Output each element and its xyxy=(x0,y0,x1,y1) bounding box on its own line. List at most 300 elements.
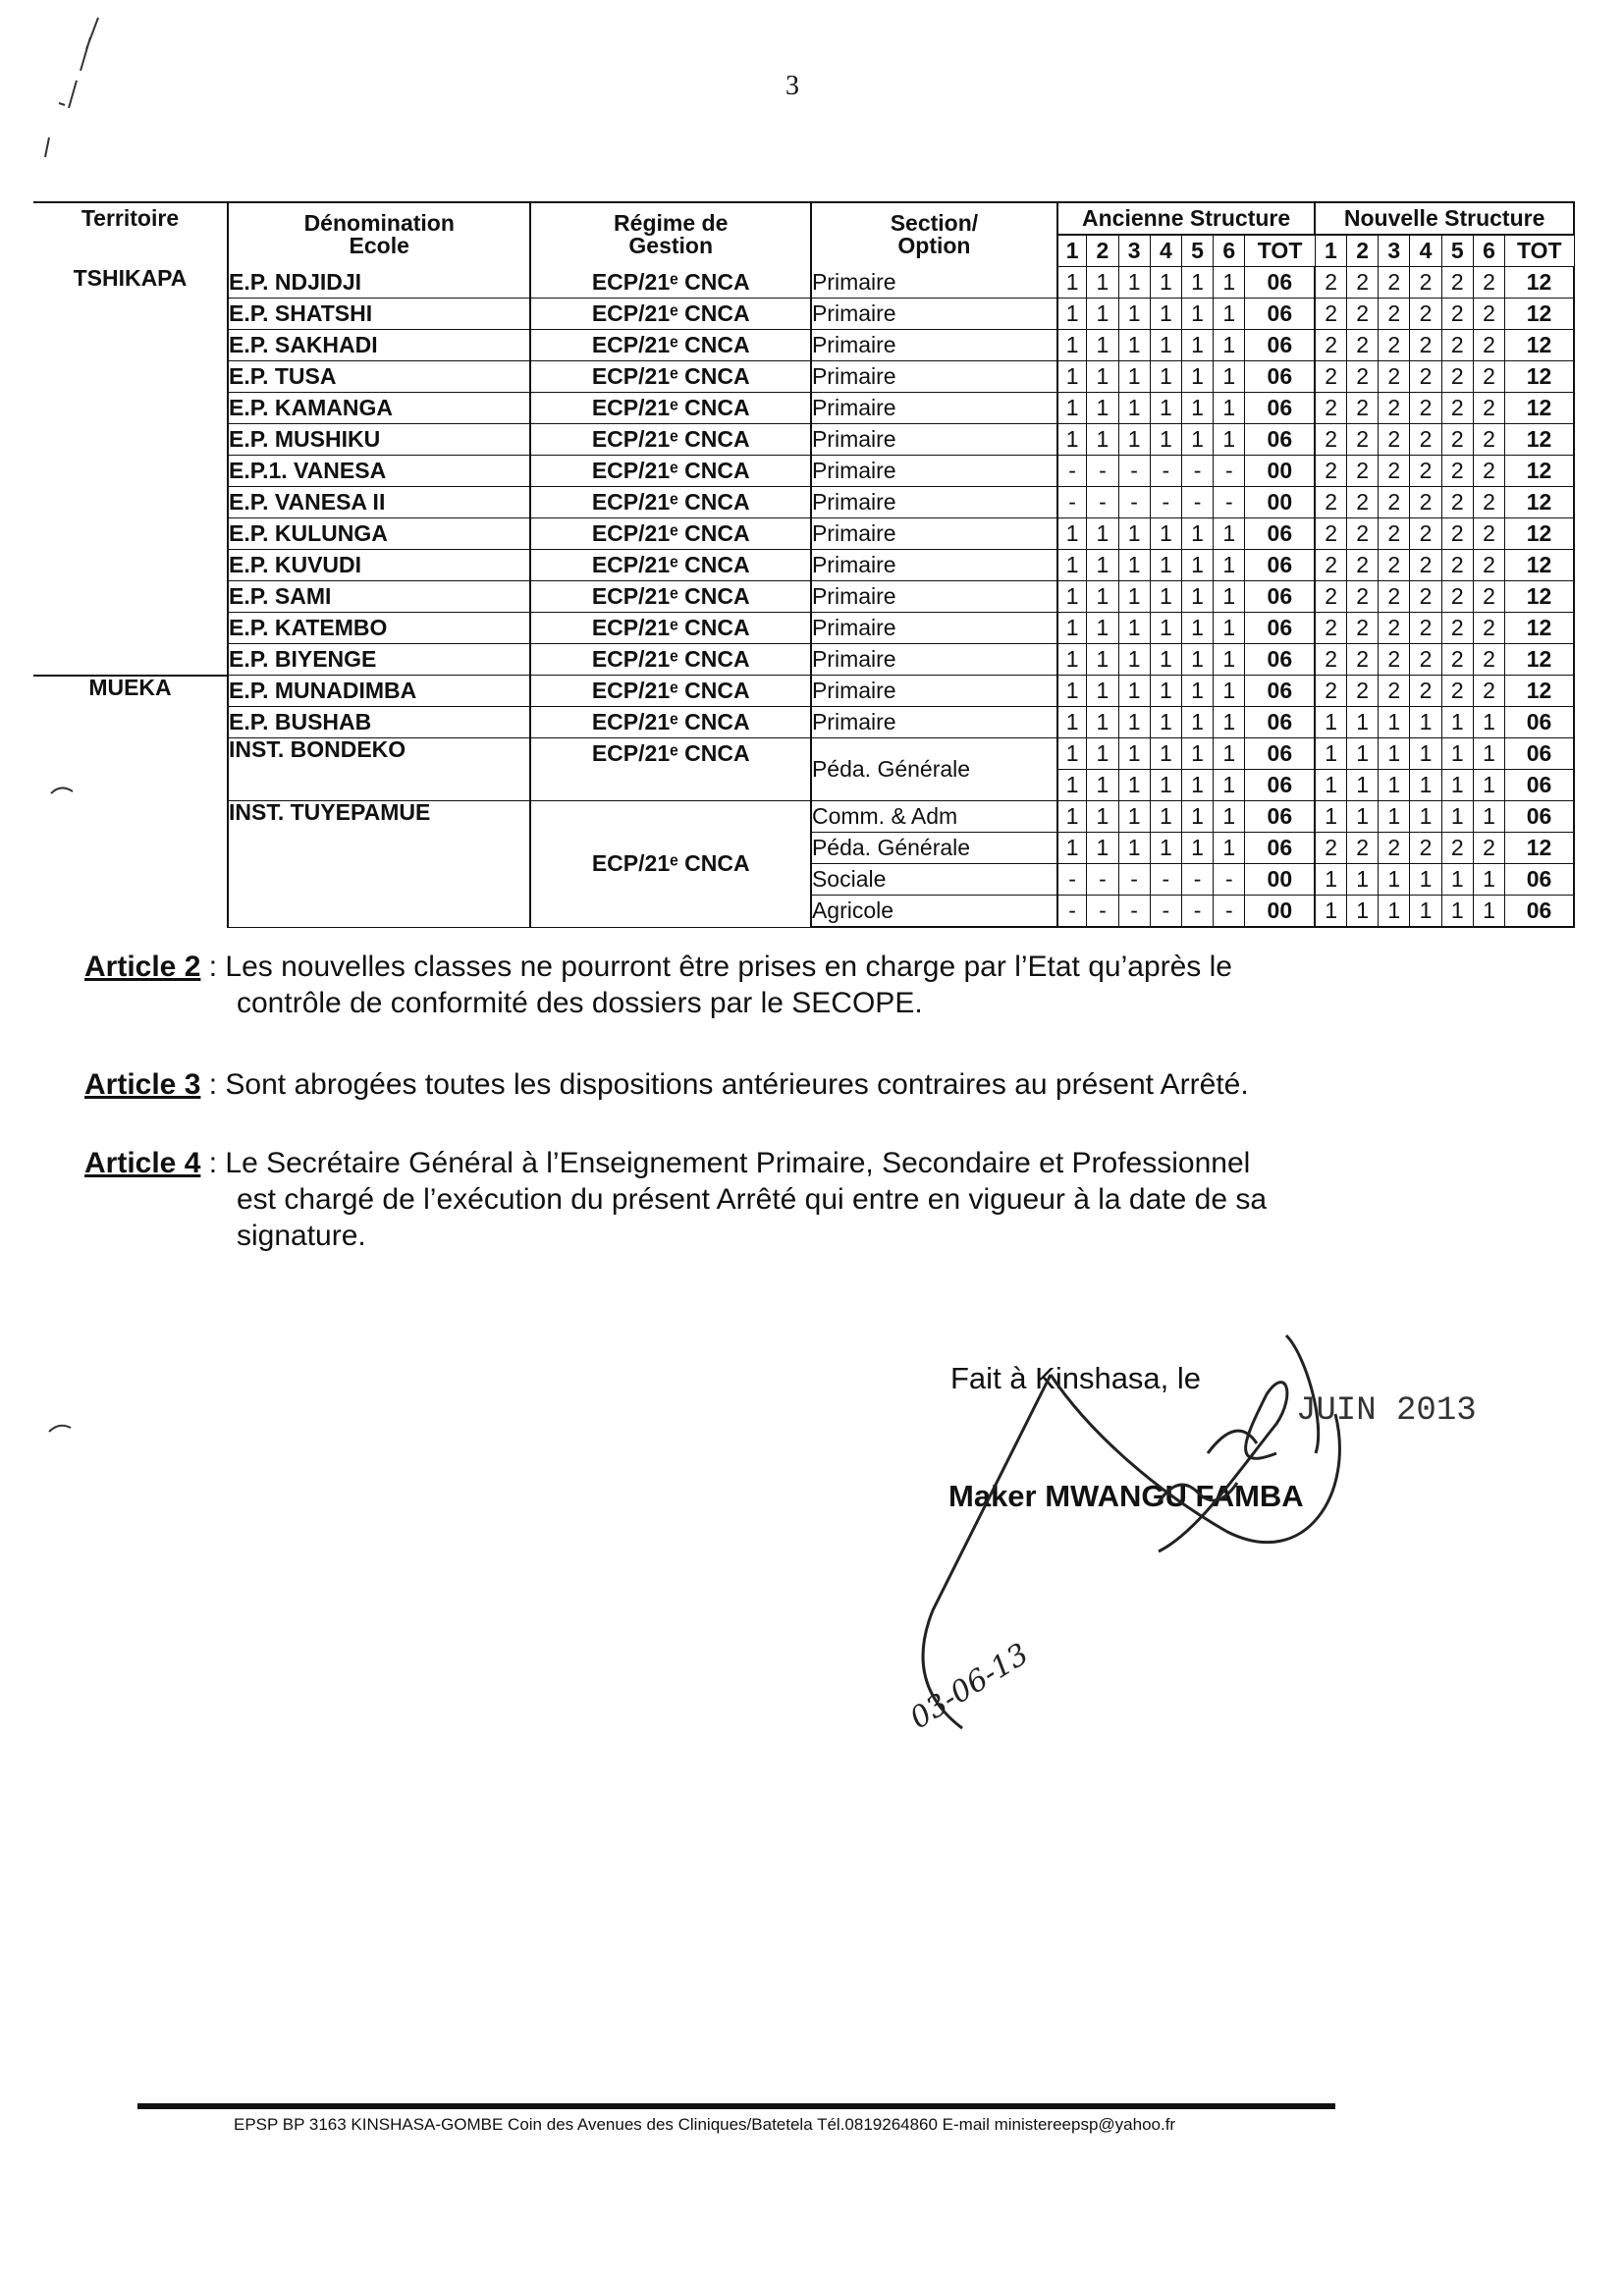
nouvelle-class-cell: 1 xyxy=(1441,864,1473,896)
section-cell: Sociale xyxy=(811,864,1057,896)
ancienne-class-cell: 1 xyxy=(1181,550,1213,581)
regime-cell: ECP/21ᵉ CNCA xyxy=(530,676,810,707)
nouvelle-class-cell: 1 xyxy=(1346,896,1378,928)
nouvelle-class-cell: 1 xyxy=(1379,738,1410,770)
nouvelle-class-cell: 2 xyxy=(1315,393,1346,424)
ancienne-total-cell: 00 xyxy=(1245,456,1315,487)
ancienne-class-cell: 1 xyxy=(1057,676,1087,707)
nouvelle-class-cell: 2 xyxy=(1346,487,1378,518)
nouvelle-class-cell: 2 xyxy=(1473,581,1504,613)
ancienne-class-cell: 1 xyxy=(1118,518,1150,550)
nouvelle-total-cell: 12 xyxy=(1505,393,1574,424)
article-4-label: Article 4 xyxy=(84,1147,201,1179)
header-sub: 1 xyxy=(1057,235,1087,267)
nouvelle-class-cell: 1 xyxy=(1346,770,1378,801)
nouvelle-class-cell: 2 xyxy=(1473,644,1504,676)
nouvelle-class-cell: 2 xyxy=(1315,833,1346,864)
nouvelle-total-cell: 12 xyxy=(1505,330,1574,361)
ancienne-class-cell: 1 xyxy=(1087,613,1118,644)
ancienne-class-cell: 1 xyxy=(1214,330,1245,361)
article-3-label: Article 3 xyxy=(84,1068,201,1101)
ancienne-class-cell: 1 xyxy=(1214,518,1245,550)
ancienne-class-cell: 1 xyxy=(1087,707,1118,738)
nouvelle-class-cell: 1 xyxy=(1473,801,1504,833)
regime-cell: ECP/21ᵉ CNCA xyxy=(530,267,810,299)
nouvelle-class-cell: 2 xyxy=(1346,613,1378,644)
ancienne-total-cell: 00 xyxy=(1245,896,1315,928)
nouvelle-class-cell: 2 xyxy=(1410,330,1441,361)
nouvelle-class-cell: 2 xyxy=(1346,518,1378,550)
ancienne-class-cell: - xyxy=(1087,456,1118,487)
nouvelle-class-cell: 1 xyxy=(1346,738,1378,770)
header-sub: 1 xyxy=(1315,235,1346,267)
ancienne-class-cell: 1 xyxy=(1118,361,1150,393)
nouvelle-class-cell: 2 xyxy=(1410,550,1441,581)
nouvelle-class-cell: 2 xyxy=(1473,393,1504,424)
header-sub: 2 xyxy=(1346,235,1378,267)
nouvelle-class-cell: 2 xyxy=(1441,299,1473,330)
nouvelle-total-cell: 12 xyxy=(1505,267,1574,299)
ancienne-class-cell: 1 xyxy=(1057,581,1087,613)
ancienne-class-cell: 1 xyxy=(1214,581,1245,613)
nouvelle-class-cell: 1 xyxy=(1473,770,1504,801)
header-sub: 5 xyxy=(1181,235,1213,267)
ancienne-class-cell: 1 xyxy=(1087,581,1118,613)
nouvelle-total-cell: 12 xyxy=(1505,518,1574,550)
nouvelle-class-cell: 2 xyxy=(1473,424,1504,456)
table-row xyxy=(33,644,1574,676)
school-name: E.P. MUSHIKU xyxy=(228,424,531,456)
page-number: 3 xyxy=(785,71,799,101)
margin-tick-mark xyxy=(49,1426,71,1432)
nouvelle-class-cell: 2 xyxy=(1315,424,1346,456)
nouvelle-total-cell: 12 xyxy=(1505,581,1574,613)
ancienne-class-cell: 1 xyxy=(1181,676,1213,707)
signature-place: Fait à Kinshasa, le xyxy=(950,1361,1202,1395)
regime-cell: ECP/21ᵉ CNCA xyxy=(530,738,810,801)
ancienne-class-cell: 1 xyxy=(1087,676,1118,707)
ancienne-class-cell: 1 xyxy=(1181,581,1213,613)
ancienne-total-cell: 06 xyxy=(1245,330,1315,361)
signature-date-stamp: JUIN 2013 xyxy=(1296,1392,1477,1430)
table-row xyxy=(33,581,1574,613)
ancienne-class-cell: - xyxy=(1214,487,1245,518)
nouvelle-class-cell: 2 xyxy=(1473,267,1504,299)
regime-cell: ECP/21ᵉ CNCA xyxy=(530,644,810,676)
nouvelle-class-cell: 2 xyxy=(1346,299,1378,330)
nouvelle-class-cell: 2 xyxy=(1346,456,1378,487)
nouvelle-class-cell: 2 xyxy=(1473,613,1504,644)
nouvelle-class-cell: 1 xyxy=(1441,770,1473,801)
corner-pen-mark xyxy=(45,18,98,157)
ancienne-class-cell: 1 xyxy=(1150,550,1181,581)
ancienne-class-cell: 1 xyxy=(1118,424,1150,456)
regime-cell: ECP/21ᵉ CNCA xyxy=(530,518,810,550)
nouvelle-class-cell: 2 xyxy=(1441,267,1473,299)
nouvelle-class-cell: 1 xyxy=(1441,801,1473,833)
footer-rule xyxy=(137,2103,1335,2109)
section-cell: Primaire xyxy=(811,330,1057,361)
nouvelle-class-cell: 1 xyxy=(1473,738,1504,770)
nouvelle-class-cell: 2 xyxy=(1379,833,1410,864)
nouvelle-class-cell: 2 xyxy=(1473,550,1504,581)
article-4-text-cont: est chargé de l’exécution du présent Arrêté qui entre en vigueur à la date de sa signature. xyxy=(237,1183,1268,1252)
ancienne-class-cell: 1 xyxy=(1214,738,1245,770)
nouvelle-class-cell: 2 xyxy=(1473,330,1504,361)
regime-cell: ECP/21ᵉ CNCA xyxy=(530,581,810,613)
ancienne-class-cell: - xyxy=(1057,864,1087,896)
ancienne-total-cell: 06 xyxy=(1245,613,1315,644)
nouvelle-class-cell: 1 xyxy=(1441,707,1473,738)
nouvelle-total-cell: 06 xyxy=(1505,801,1574,833)
nouvelle-class-cell: 2 xyxy=(1346,581,1378,613)
table-body xyxy=(33,264,1574,928)
ancienne-class-cell: 1 xyxy=(1118,833,1150,864)
nouvelle-class-cell: 1 xyxy=(1410,738,1441,770)
ancienne-class-cell: - xyxy=(1118,896,1150,928)
section-cell: Primaire xyxy=(811,299,1057,330)
ancienne-class-cell: 1 xyxy=(1057,550,1087,581)
nouvelle-class-cell: 2 xyxy=(1346,361,1378,393)
regime-cell: ECP/21ᵉ CNCA xyxy=(530,330,810,361)
school-name: E.P. SAMI xyxy=(228,581,531,613)
header-sub: 5 xyxy=(1441,235,1473,267)
ancienne-class-cell: - xyxy=(1181,456,1213,487)
ancienne-class-cell: 1 xyxy=(1214,361,1245,393)
nouvelle-class-cell: 2 xyxy=(1346,393,1378,424)
header-ancienne-structure: Ancienne Structure xyxy=(1057,202,1315,235)
nouvelle-class-cell: 2 xyxy=(1441,330,1473,361)
nouvelle-class-cell: 1 xyxy=(1379,896,1410,928)
ancienne-class-cell: 1 xyxy=(1087,393,1118,424)
article-3-text: Sont abrogées toutes les dispositions antérieures contraires au présent Arrêté. xyxy=(225,1068,1249,1101)
ancienne-class-cell: 1 xyxy=(1057,299,1087,330)
nouvelle-class-cell: 2 xyxy=(1379,424,1410,456)
school-name: E.P. MUNADIMBA xyxy=(228,676,531,707)
table-row xyxy=(33,456,1574,487)
table-row xyxy=(33,738,1574,770)
regime-cell: ECP/21ᵉ CNCA xyxy=(530,550,810,581)
header-territoire: Territoire xyxy=(33,202,228,267)
school-name: E.P. NDJIDJI xyxy=(228,267,531,299)
nouvelle-class-cell: 1 xyxy=(1379,707,1410,738)
header-sub: 6 xyxy=(1473,235,1504,267)
section-cell: Primaire xyxy=(811,487,1057,518)
nouvelle-total-cell: 06 xyxy=(1505,770,1574,801)
ancienne-class-cell: 1 xyxy=(1150,361,1181,393)
regime-cell: ECP/21ᵉ CNCA xyxy=(530,487,810,518)
ancienne-class-cell: 1 xyxy=(1118,581,1150,613)
nouvelle-class-cell: 1 xyxy=(1315,770,1346,801)
ancienne-class-cell: 1 xyxy=(1214,644,1245,676)
nouvelle-class-cell: 2 xyxy=(1441,518,1473,550)
footer-address: EPSP BP 3163 KINSHASA-GOMBE Coin des Avenues des Cliniques/Batetela Tél.0819264860 E-mail ministereepsp@yahoo.fr xyxy=(234,2115,1176,2134)
nouvelle-class-cell: 2 xyxy=(1315,644,1346,676)
nouvelle-total-cell: 12 xyxy=(1505,424,1574,456)
school-name: E.P. TUSA xyxy=(228,361,531,393)
school-name: E.P.1. VANESA xyxy=(228,456,531,487)
nouvelle-total-cell: 12 xyxy=(1505,550,1574,581)
nouvelle-class-cell: 1 xyxy=(1379,864,1410,896)
ancienne-class-cell: 1 xyxy=(1118,299,1150,330)
nouvelle-class-cell: 2 xyxy=(1441,676,1473,707)
ancienne-total-cell: 00 xyxy=(1245,487,1315,518)
ancienne-class-cell: 1 xyxy=(1181,770,1213,801)
header-regime: Régime de Gestion xyxy=(530,202,810,267)
ancienne-class-cell: - xyxy=(1057,896,1087,928)
school-name: E.P. KULUNGA xyxy=(228,518,531,550)
nouvelle-class-cell: 2 xyxy=(1315,456,1346,487)
table-row xyxy=(33,424,1574,456)
ancienne-total-cell: 06 xyxy=(1245,707,1315,738)
ancienne-class-cell: 1 xyxy=(1214,299,1245,330)
nouvelle-class-cell: 2 xyxy=(1346,676,1378,707)
nouvelle-class-cell: 2 xyxy=(1379,330,1410,361)
ancienne-class-cell: 1 xyxy=(1181,518,1213,550)
ancienne-class-cell: 1 xyxy=(1087,518,1118,550)
nouvelle-class-cell: 2 xyxy=(1441,424,1473,456)
nouvelle-class-cell: 1 xyxy=(1315,864,1346,896)
nouvelle-class-cell: 2 xyxy=(1441,361,1473,393)
nouvelle-class-cell: 2 xyxy=(1315,487,1346,518)
header-section: Section/ Option xyxy=(811,202,1057,267)
nouvelle-class-cell: 2 xyxy=(1346,550,1378,581)
nouvelle-class-cell: 2 xyxy=(1379,676,1410,707)
section-cell: Primaire xyxy=(811,456,1057,487)
nouvelle-class-cell: 2 xyxy=(1379,487,1410,518)
ancienne-class-cell: 1 xyxy=(1214,550,1245,581)
ancienne-class-cell: 1 xyxy=(1057,393,1087,424)
ancienne-class-cell: 1 xyxy=(1057,770,1087,801)
ancienne-class-cell: - xyxy=(1181,864,1213,896)
nouvelle-class-cell: 1 xyxy=(1473,707,1504,738)
ancienne-class-cell: 1 xyxy=(1181,833,1213,864)
table-row xyxy=(33,801,1574,833)
nouvelle-class-cell: 2 xyxy=(1441,581,1473,613)
ancienne-class-cell: 1 xyxy=(1118,267,1150,299)
header-sub-tot: TOT xyxy=(1505,235,1574,267)
nouvelle-class-cell: 1 xyxy=(1346,707,1378,738)
nouvelle-class-cell: 2 xyxy=(1346,424,1378,456)
school-name: INST. BONDEKO xyxy=(228,738,531,801)
nouvelle-class-cell: 1 xyxy=(1379,770,1410,801)
ancienne-class-cell: 1 xyxy=(1118,330,1150,361)
nouvelle-class-cell: 1 xyxy=(1410,896,1441,928)
ancienne-class-cell: 1 xyxy=(1087,801,1118,833)
nouvelle-class-cell: 2 xyxy=(1346,833,1378,864)
table-row xyxy=(33,267,1574,299)
ancienne-class-cell: 1 xyxy=(1214,770,1245,801)
signatory-name: Maker MWANGU FAMBA xyxy=(948,1479,1304,1513)
ancienne-class-cell: 1 xyxy=(1150,738,1181,770)
ancienne-class-cell: 1 xyxy=(1150,299,1181,330)
handwritten-date: 03-06-13 xyxy=(903,1636,1035,1737)
nouvelle-class-cell: 2 xyxy=(1379,299,1410,330)
school-name: E.P. KUVUDI xyxy=(228,550,531,581)
ancienne-class-cell: 1 xyxy=(1150,330,1181,361)
ancienne-class-cell: 1 xyxy=(1087,361,1118,393)
ancienne-class-cell: 1 xyxy=(1057,613,1087,644)
ancienne-class-cell: - xyxy=(1118,456,1150,487)
nouvelle-total-cell: 12 xyxy=(1505,833,1574,864)
school-name: E.P. KATEMBO xyxy=(228,613,531,644)
nouvelle-class-cell: 1 xyxy=(1410,707,1441,738)
ancienne-total-cell: 06 xyxy=(1245,833,1315,864)
section-cell: Primaire xyxy=(811,581,1057,613)
table-row xyxy=(33,550,1574,581)
ancienne-total-cell: 06 xyxy=(1245,801,1315,833)
ancienne-class-cell: 1 xyxy=(1150,644,1181,676)
ancienne-class-cell: 1 xyxy=(1214,393,1245,424)
ancienne-class-cell: 1 xyxy=(1214,424,1245,456)
section-cell: Primaire xyxy=(811,267,1057,299)
school-name: E.P. BUSHAB xyxy=(228,707,531,738)
regime-cell: ECP/21ᵉ CNCA xyxy=(530,299,810,330)
ancienne-class-cell: - xyxy=(1057,487,1087,518)
ancienne-class-cell: 1 xyxy=(1181,424,1213,456)
nouvelle-class-cell: 2 xyxy=(1410,424,1441,456)
ancienne-class-cell: 1 xyxy=(1181,738,1213,770)
nouvelle-class-cell: 2 xyxy=(1473,456,1504,487)
nouvelle-class-cell: 2 xyxy=(1410,518,1441,550)
nouvelle-class-cell: 2 xyxy=(1315,361,1346,393)
ancienne-class-cell: 1 xyxy=(1118,644,1150,676)
ancienne-class-cell: 1 xyxy=(1087,738,1118,770)
nouvelle-class-cell: 1 xyxy=(1410,864,1441,896)
ancienne-class-cell: 1 xyxy=(1057,518,1087,550)
nouvelle-class-cell: 1 xyxy=(1346,864,1378,896)
nouvelle-class-cell: 2 xyxy=(1441,550,1473,581)
table-row xyxy=(33,676,1574,707)
school-name: E.P. KAMANGA xyxy=(228,393,531,424)
table-row xyxy=(33,393,1574,424)
nouvelle-class-cell: 2 xyxy=(1410,267,1441,299)
ancienne-class-cell: 1 xyxy=(1087,644,1118,676)
nouvelle-class-cell: 2 xyxy=(1346,330,1378,361)
ancienne-class-cell: - xyxy=(1150,487,1181,518)
nouvelle-class-cell: 1 xyxy=(1473,896,1504,928)
nouvelle-class-cell: 2 xyxy=(1379,581,1410,613)
ancienne-total-cell: 06 xyxy=(1245,393,1315,424)
ancienne-class-cell: - xyxy=(1214,896,1245,928)
ancienne-total-cell: 06 xyxy=(1245,550,1315,581)
ancienne-class-cell: 1 xyxy=(1181,644,1213,676)
nouvelle-class-cell: 1 xyxy=(1379,801,1410,833)
nouvelle-class-cell: 2 xyxy=(1346,267,1378,299)
nouvelle-total-cell: 12 xyxy=(1505,644,1574,676)
table-row xyxy=(33,518,1574,550)
section-cell: Primaire xyxy=(811,518,1057,550)
territoire-cell: TSHIKAPA xyxy=(33,267,228,676)
ancienne-class-cell: 1 xyxy=(1150,801,1181,833)
school-name: INST. TUYEPAMUE xyxy=(228,801,531,928)
nouvelle-class-cell: 1 xyxy=(1315,801,1346,833)
ancienne-total-cell: 06 xyxy=(1245,424,1315,456)
nouvelle-class-cell: 2 xyxy=(1315,550,1346,581)
ancienne-class-cell: - xyxy=(1087,864,1118,896)
ancienne-class-cell: - xyxy=(1181,896,1213,928)
regime-cell: ECP/21ᵉ CNCA xyxy=(530,707,810,738)
ancienne-class-cell: 1 xyxy=(1087,833,1118,864)
ancienne-class-cell: 1 xyxy=(1057,738,1087,770)
nouvelle-class-cell: 2 xyxy=(1473,299,1504,330)
header-sub: 6 xyxy=(1214,235,1245,267)
nouvelle-class-cell: 1 xyxy=(1346,801,1378,833)
nouvelle-class-cell: 2 xyxy=(1441,393,1473,424)
nouvelle-class-cell: 2 xyxy=(1473,518,1504,550)
ancienne-class-cell: 1 xyxy=(1057,361,1087,393)
table-row xyxy=(33,330,1574,361)
ancienne-class-cell: 1 xyxy=(1181,267,1213,299)
nouvelle-class-cell: 2 xyxy=(1410,299,1441,330)
header-sub: 3 xyxy=(1379,235,1410,267)
ancienne-class-cell: 1 xyxy=(1181,707,1213,738)
ancienne-class-cell: 1 xyxy=(1150,267,1181,299)
nouvelle-class-cell: 2 xyxy=(1315,267,1346,299)
ancienne-class-cell: 1 xyxy=(1150,833,1181,864)
ancienne-class-cell: 1 xyxy=(1181,393,1213,424)
ancienne-class-cell: 1 xyxy=(1150,676,1181,707)
section-cell: Primaire xyxy=(811,676,1057,707)
ancienne-class-cell: - xyxy=(1118,864,1150,896)
section-cell: Primaire xyxy=(811,361,1057,393)
nouvelle-class-cell: 2 xyxy=(1379,267,1410,299)
ancienne-class-cell: 1 xyxy=(1087,299,1118,330)
nouvelle-class-cell: 2 xyxy=(1441,833,1473,864)
ancienne-class-cell: 1 xyxy=(1150,424,1181,456)
ancienne-class-cell: 1 xyxy=(1057,424,1087,456)
nouvelle-class-cell: 2 xyxy=(1379,361,1410,393)
nouvelle-class-cell: 2 xyxy=(1441,456,1473,487)
ancienne-class-cell: 1 xyxy=(1118,801,1150,833)
nouvelle-class-cell: 2 xyxy=(1441,487,1473,518)
nouvelle-class-cell: 1 xyxy=(1410,801,1441,833)
ancienne-class-cell: 1 xyxy=(1181,801,1213,833)
section-cell: Péda. Générale xyxy=(811,738,1057,801)
ancienne-class-cell: 1 xyxy=(1057,707,1087,738)
ancienne-class-cell: - xyxy=(1214,456,1245,487)
nouvelle-class-cell: 2 xyxy=(1346,644,1378,676)
ancienne-class-cell: 1 xyxy=(1214,707,1245,738)
school-name: E.P. SAKHADI xyxy=(228,330,531,361)
ancienne-class-cell: - xyxy=(1118,487,1150,518)
article-4-text: Le Secrétaire Général à l’Enseignement Primaire, Secondaire et Professionnel xyxy=(225,1147,1251,1179)
ancienne-class-cell: 1 xyxy=(1214,267,1245,299)
nouvelle-class-cell: 2 xyxy=(1410,581,1441,613)
article-2-text: Les nouvelles classes ne pourront être prises en charge par l’Etat qu’après le xyxy=(225,951,1232,983)
ancienne-class-cell: 1 xyxy=(1118,613,1150,644)
nouvelle-class-cell: 2 xyxy=(1315,676,1346,707)
section-cell: Primaire xyxy=(811,613,1057,644)
ancienne-class-cell: 1 xyxy=(1118,550,1150,581)
nouvelle-class-cell: 2 xyxy=(1315,299,1346,330)
ancienne-class-cell: 1 xyxy=(1087,267,1118,299)
nouvelle-total-cell: 12 xyxy=(1505,676,1574,707)
regime-cell: ECP/21ᵉ CNCA xyxy=(530,801,810,928)
ancienne-class-cell: - xyxy=(1150,864,1181,896)
nouvelle-class-cell: 2 xyxy=(1410,613,1441,644)
school-name: E.P. BIYENGE xyxy=(228,644,531,676)
ancienne-class-cell: 1 xyxy=(1214,676,1245,707)
ancienne-total-cell: 06 xyxy=(1245,267,1315,299)
section-cell: Primaire xyxy=(811,393,1057,424)
nouvelle-class-cell: 2 xyxy=(1410,393,1441,424)
ancienne-total-cell: 06 xyxy=(1245,361,1315,393)
ancienne-class-cell: 1 xyxy=(1150,770,1181,801)
table-header xyxy=(33,202,1574,267)
section-cell: Primaire xyxy=(811,644,1057,676)
nouvelle-total-cell: 12 xyxy=(1505,613,1574,644)
